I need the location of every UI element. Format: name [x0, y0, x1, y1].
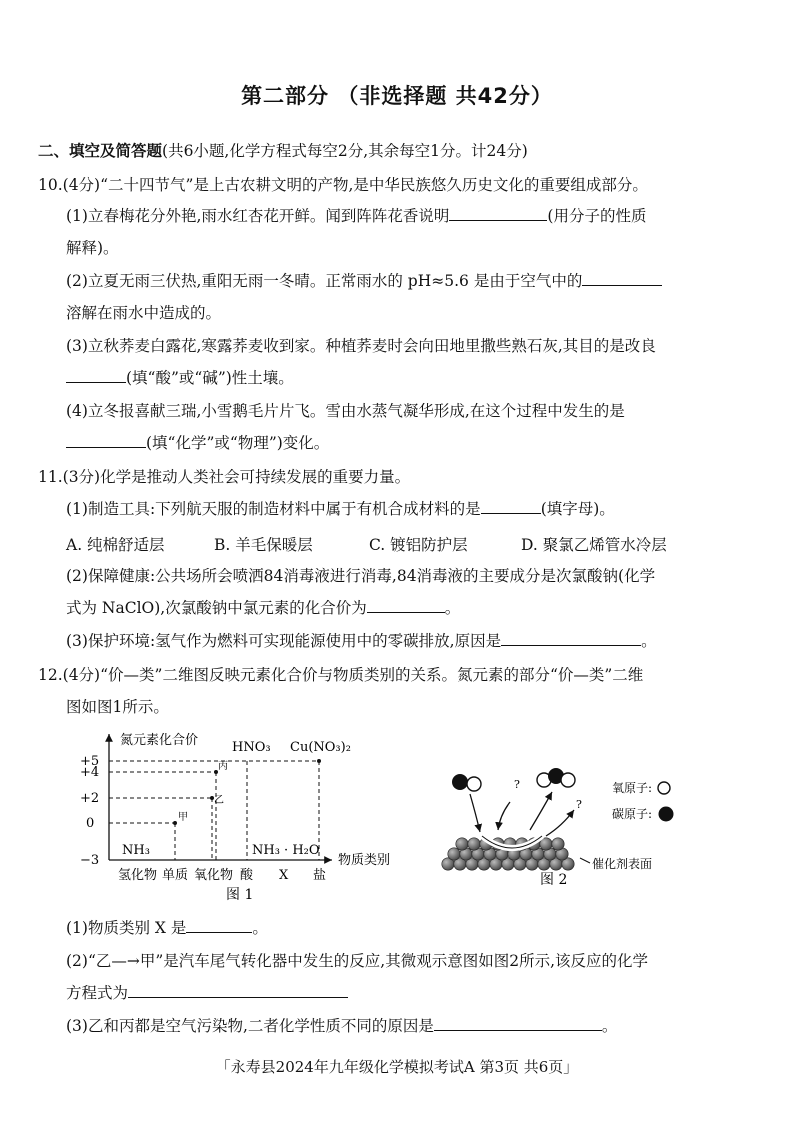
q12-part1-end: 。 — [252, 919, 268, 937]
q11-part1-hint: (填字母)。 — [540, 500, 615, 518]
q11-blank1[interactable] — [481, 499, 541, 514]
q11-part2: (2)保障健康:公共场所会喷洒84消毒液进行消毒,84消毒液的主要成分是次氯酸钠(化学 — [66, 567, 656, 585]
q12-blank3[interactable] — [434, 1016, 602, 1031]
surface-atom — [468, 838, 480, 850]
legend-oxygen: 氧原子: — [612, 781, 653, 795]
page-title: 第二部分 （非选择题 共42分） — [241, 84, 553, 108]
label-jia: 甲 — [178, 812, 188, 823]
q10-blank4[interactable] — [66, 433, 146, 448]
surface-atom — [552, 838, 564, 850]
q11-part2-end: 。 — [444, 599, 461, 617]
figure-1-caption: 图 1 — [226, 887, 254, 903]
q11-option-c: C. 镀铝防护层 — [369, 536, 468, 554]
q11-option-b: B. 羊毛保暖层 — [214, 536, 313, 554]
q10-part1 — [66, 206, 646, 226]
co2-molecule — [537, 768, 575, 787]
xtick-x: X — [279, 868, 289, 883]
q12-part2: (2)“乙—→甲”是汽车尾气转化器中发生的反应,其微观示意图如图2所示,该反应的化学 — [66, 952, 649, 970]
q11-part3-text: (3)保护环境:氢气作为燃料可实现能源使用中的零碳排放,原因是 — [66, 632, 502, 650]
point-cuno3 — [317, 759, 321, 763]
q11-part1 — [66, 499, 615, 519]
xtick-element: 单质 — [162, 868, 189, 883]
q11-part1-text: (1)制造工具:下列航天服的制造材料中属于有机合成材料的是 — [66, 500, 481, 518]
q11-part2-cont — [66, 598, 460, 618]
q10-part4-hint: (填“化学”或“物理”)变化。 — [146, 434, 330, 452]
figure-2-caption: 图 2 — [540, 872, 568, 885]
x-axis-label: 物质类别 — [338, 853, 391, 868]
q11-part2-text: 式为 NaClO),次氯酸钠中氯元素的化合价为 — [66, 599, 367, 617]
section-note: (共6小题,化学方程式每空2分,其余每空1分。计24分) — [162, 142, 528, 160]
q11-option-d: D. 聚氯乙烯管水冷层 — [521, 536, 667, 554]
q11-stem: 11.(3分)化学是推动人类社会可持续发展的重要力量。 — [38, 468, 411, 486]
ytick-plus2: +2 — [80, 791, 100, 806]
label-yi: 乙 — [214, 795, 224, 806]
legend-carbon: 碳原子: — [612, 807, 653, 821]
q12-part3-text: (3)乙和丙都是空气污染物,二者化学性质不同的原因是 — [66, 1017, 434, 1035]
xtick-acid: 酸 — [240, 868, 254, 883]
q12-part1-text: (1)物质类别 X 是 — [66, 919, 187, 937]
q11-blank3[interactable] — [501, 631, 641, 646]
q11-blank2[interactable] — [367, 598, 445, 613]
q10-part1-cont: 解释)。 — [66, 239, 119, 257]
catalyst-surface-atoms — [442, 838, 574, 870]
q10-blank2[interactable] — [582, 271, 662, 286]
q11-part3 — [66, 631, 657, 651]
figure-2-catalyst-diagram — [430, 760, 700, 885]
q10-part2-text: (2)立夏无雨三伏热,重阳无雨一冬晴。正常雨水的 pH≈5.6 是由于空气中的 — [66, 272, 583, 290]
ytick-minus3: −3 — [80, 853, 100, 868]
q10-part4: (4)立冬报喜献三瑞,小雪鹅毛片片飞。雪由水蒸气凝华形成,在这个过程中发生的是 — [66, 402, 625, 420]
unknown-mark-2: ? — [576, 798, 582, 811]
q10-part2 — [66, 271, 662, 291]
q12-part1 — [66, 918, 268, 938]
q12-blank2[interactable] — [128, 983, 348, 998]
xtick-hydride: 氢化物 — [118, 868, 158, 883]
xtick-oxide: 氧化物 — [194, 868, 234, 883]
q12-part3 — [66, 1016, 617, 1036]
q10-part4-cont — [66, 433, 329, 453]
q10-part3-hint: (填“酸”或“碱”)性土壤。 — [126, 369, 294, 387]
unknown-mark-1: ? — [514, 778, 520, 791]
q10-stem: 10.(4分)“二十四节气”是上古农耕文明的产物,是中华民族悠久历史文化的重要组成部分。 — [38, 176, 648, 194]
q12-blank1[interactable] — [186, 918, 252, 933]
q10-part1-text: (1)立春梅花分外艳,雨水红杏花开鲜。闻到阵阵花香说明 — [66, 207, 450, 225]
figure-1-valence-class-chart — [76, 724, 406, 904]
surface-atom — [456, 838, 468, 850]
page-footer: 「永寿县2024年九年级化学模拟考试A 第3页 共6页」 — [215, 1058, 579, 1076]
q11-part3-end: 。 — [641, 632, 657, 650]
ytick-plus4: +4 — [80, 765, 100, 780]
surface-atom — [448, 848, 460, 860]
section-heading-label: 二、填空及简答题 — [38, 142, 163, 160]
q10-blank3[interactable] — [66, 368, 126, 383]
legend-carbon-marker — [659, 807, 674, 822]
q12-part2-text: 方程式为 — [66, 984, 129, 1002]
q10-part3: (3)立秋荞麦白露花,寒露荞麦收到家。种植荞麦时会向田地里撒些熟石灰,其目的是改良 — [66, 337, 656, 355]
legend-oxygen-marker — [658, 782, 670, 794]
label-cuno3: Cu(NO₃)₂ — [290, 740, 351, 755]
q10-part2-cont: 溶解在雨水中造成的。 — [66, 304, 222, 322]
catalyst-surface-label: 催化剂表面 — [592, 857, 653, 871]
section-heading — [38, 141, 528, 161]
xtick-salt: 盐 — [313, 868, 327, 883]
q12-stem-cont: 图如图1所示。 — [66, 698, 169, 716]
y-axis-label: 氮元素化合价 — [120, 733, 199, 748]
label-nh3-h2o: NH₃ · H₂O — [252, 843, 320, 858]
co-molecule-left — [452, 774, 481, 791]
ytick-zero: 0 — [86, 816, 95, 831]
q12-part2-cont — [66, 983, 348, 1003]
point-jia — [173, 821, 177, 825]
q12-stem: 12.(4分)“价—类”二维图反映元素化合价与物质类别的关系。氮元素的部分“价—类”二维 — [38, 666, 644, 684]
q10-part3-cont — [66, 368, 294, 388]
label-hno3: HNO₃ — [232, 740, 271, 755]
label-nh3: NH₃ — [122, 843, 150, 858]
q10-blank1[interactable] — [449, 206, 547, 221]
label-bing: 丙 — [218, 761, 228, 772]
ytick-plus5: +5 — [80, 754, 100, 769]
q10-part1-hint: (用分子的性质 — [547, 207, 647, 225]
q12-part3-end: 。 — [601, 1017, 618, 1035]
q11-option-a: A. 纯棉舒适层 — [66, 536, 165, 554]
